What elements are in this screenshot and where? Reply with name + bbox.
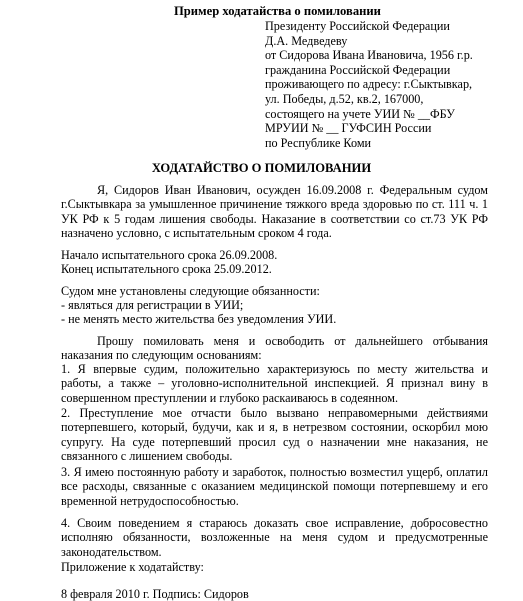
duty-line: - не менять место жительства без уведомления УИИ. — [61, 312, 337, 326]
term-start-line: Начало испытательного срока 26.09.2008. — [61, 248, 278, 262]
reason-paragraph: 3. Я имею постоянную работу и заработок, полностью возместил ущерб, оплатил все расходы, связанные с оказанием медицинской помощи потерпевшему и его временной нетрудоспособностью. — [61, 465, 488, 508]
petition-heading: ХОДАТАЙСТВО О ПОМИЛОВАНИИ — [151, 161, 372, 175]
request-paragraph: Прошу помиловать меня и освободить от дальнейшего отбывания наказания по следующим основаниям: — [61, 334, 488, 363]
intro-paragraph: Я, Сидоров Иван Иванович, осужден 16.09.2008 г. Федеральным судом г.Сыктывкара за умышленное причинение тяжкого вреда здоровью по ст. 111 ч. 1 УК РФ к 5 годам лишения свободы. Наказание в соответствии со ст.73 УК РФ назначено условно, с испытательным сроком 4 года. — [61, 183, 488, 241]
reason-paragraph: 2. Преступление мое отчасти было вызвано неправомерными действиями потерпевшего, который, будучи, как и я, в нетрезвом состоянии, оскорбил мою супругу. На суде потерпевший просил суд о назначении мне наказания, не связанного с лишением свободы. — [61, 406, 488, 464]
reason-paragraph: 1. Я впервые судим, положительно характеризуюсь по месту жительства и работы, а также – уголовно-исполнительной инспекцией. Я признал вину в совершенном преступлении и глубоко раскаиваюсь в содеянном. — [61, 362, 488, 405]
addressee-line: гражданина Российской Федерации — [265, 62, 451, 77]
addressee-block — [265, 19, 520, 150]
addressee-line: Д.А. Медведеву — [265, 33, 348, 48]
addressee-line: ул. Победы, д.52, кв.2, 167000, — [265, 91, 424, 106]
addressee-line: по Республике Коми — [265, 135, 372, 150]
reason-paragraph: 4. Своим поведением я стараюсь доказать свое исправление, добросовестно исполняю обязанности, возложенные на меня судом и предусмотренные законодательством. — [61, 516, 488, 559]
addressee-line: от Сидорова Ивана Ивановича, 1956 г.р. — [265, 48, 473, 63]
duties-intro-line: Судом мне установлены следующие обязанности: — [61, 284, 320, 298]
duty-line: - являться для регистрации в УИИ; — [61, 298, 244, 312]
attachments-line: Приложение к ходатайству: — [61, 560, 204, 574]
addressee-line: проживающего по адресу: г.Сыктывкар, — [265, 77, 473, 92]
addressee-line: Президенту Российской Федерации — [265, 19, 450, 33]
addressee-line: состоящего на учете УИИ № __ФБУ — [265, 106, 455, 121]
addressee-line: МРУИИ № __ ГУФСИН России — [265, 121, 432, 136]
signature-line: 8 февраля 2010 г. Подпись: Сидоров — [61, 587, 249, 601]
term-end-line: Конец испытательного срока 25.09.2012. — [61, 262, 272, 276]
document-title: Пример ходатайства о помиловании — [174, 4, 381, 18]
